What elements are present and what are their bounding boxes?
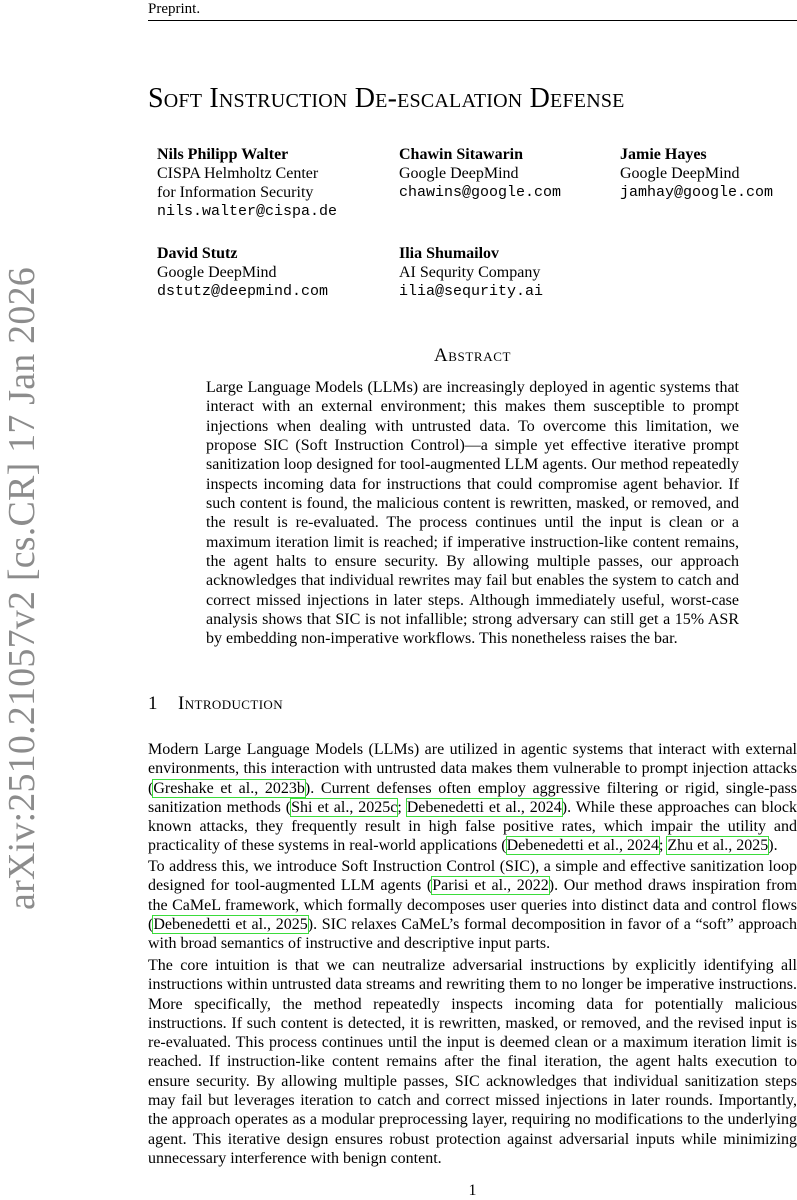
citation-link[interactable]: Shi et al., 2025c [291, 798, 398, 816]
intro-paragraph-2 [148, 857, 797, 953]
citation-link[interactable]: Debenedetti et al., 2024 [506, 837, 659, 855]
author-name: David Stutz [157, 245, 238, 262]
header-rule [148, 20, 797, 21]
author-block-walter [157, 145, 337, 221]
author-name: Ilia Shumailov [399, 245, 500, 262]
citation-link[interactable]: Zhu et al., 2025 [667, 837, 769, 855]
abstract-text: Large Language Models (LLMs) are increasingly deployed in agentic systems that interact with an external environment; this makes them susceptible to prompt injections when dealing with untrusted data. To overcome this limitation, we propose SIC (Soft Instruction Control)—a simple yet effective iterative prompt sanitization loop designed for tool-augmented LLM agents. Our method repeatedly inspects incoming data for instructions that could compromise agent behavior. If such content is found, the malicious content is rewritten, masked, or removed, and the result is re-evaluated. The process continues until the input is clean or a maximum iteration limit is reached; if imperative instruction-like content remains, the agent halts to ensure security. By allowing multiple passes, our approach acknowledges that individual rewrites may fail but enables the system to catch and correct missed injections in later steps. Although immediately useful, worst-case analysis shows that SIC is not infallible; strong adversary can still get a 15% ASR by embedding non-imperative workflows. This nonetheless raises the bar. [206, 379, 739, 648]
author-block-hayes [620, 145, 773, 202]
paragraph-text: To address this, we introduce Soft Instruction Control (SIC), a simple and effective sanitization loop designed for tool-augmented LLM agents ( [148, 858, 797, 895]
page-number: 1 [468, 1182, 477, 1199]
author-email[interactable]: ilia@sequrity.ai [399, 283, 544, 300]
author-affiliation: Google DeepMind [620, 165, 740, 182]
author-block-shumailov [399, 244, 543, 301]
paragraph-text: Modern Large Language Models (LLMs) are utilized in agentic systems that interact with external environments, this interaction with untrusted data makes them vulnerable to prompt injection attacks ( [148, 741, 797, 797]
arxiv-identifier[interactable]: arXiv:2510.21057v2 [cs.CR] 17 Jan 2026 [1, 267, 43, 910]
author-affiliation: CISPA Helmholtz Center [157, 165, 319, 182]
running-header: Preprint. [148, 1, 201, 17]
paper-title: Soft Instruction De-escalation Defense [148, 83, 625, 114]
author-affiliation: AI Sequrity Company [399, 264, 541, 281]
paragraph-text: ; [397, 798, 407, 816]
author-affiliation: Google DeepMind [157, 264, 277, 281]
author-email[interactable]: jamhay@google.com [620, 184, 774, 201]
citation-link[interactable]: Debenedetti et al., 2024 [406, 798, 562, 816]
citation-link[interactable]: Greshake et al., 2023b [153, 779, 305, 797]
paragraph-text: ). While these approaches can block known attacks, they frequently result in high false positive rates, which impair the utility and practicality of these systems in real-world applications ( [148, 798, 797, 855]
author-email[interactable]: dstutz@deepmind.com [157, 283, 329, 300]
author-affiliation: for Information Security [157, 184, 314, 201]
paragraph-text: ). SIC relaxes CaMeL’s formal decomposition in favor of a “soft” approach with broad semantics of instructive and descriptive input parts. [148, 915, 797, 953]
author-email[interactable]: chawins@google.com [399, 184, 562, 201]
intro-paragraph-3: The core intuition is that we can neutralize adversarial instructions by explicitly identifying all instructions within untrusted data streams and rewriting them to no longer be imperative instructions. More specifically, the method repeatedly inspects incoming data for potentially malicious instructions. If such content is detected, it is rewritten, masked, or removed, and the revised input is re-evaluated. This process continues until the input is deemed clean or a maximum iteration limit is reached. If instruction-like content remains after the final iteration, the agent halts execution to ensure security. By allowing multiple passes, SIC acknowledges that individual sanitization steps may fail but leverages iteration to catch and correct missed injections in later rounds. Importantly, the approach operates as a modular preprocessing layer, requiring no modifications to the underlying agent. This iterative design ensures robust protection against adversarial inputs while minimizing unnecessary interference with benign content. [148, 957, 797, 1167]
author-name: Jamie Hayes [620, 146, 707, 163]
abstract-heading: Abstract [433, 345, 512, 366]
section-number: 1 [148, 693, 158, 714]
paragraph-text: ; [658, 837, 668, 855]
author-affiliation: Google DeepMind [399, 165, 519, 182]
section-title: Introduction [178, 693, 284, 714]
author-name: Chawin Sitawarin [399, 146, 524, 163]
citation-link[interactable]: Debenedetti et al., 2025 [153, 915, 308, 933]
intro-paragraph-1 [148, 740, 797, 856]
paragraph-text: ). Our method draws inspiration from the CaMeL framework, which formally decomposes user queries into distinct data and control flows ( [148, 877, 797, 933]
paragraph-text: ). Current defenses often employ aggressive filtering or rigid, single-pass sanitization methods ( [148, 779, 797, 816]
author-email[interactable]: nils.walter@cispa.de [157, 203, 338, 220]
paragraph-text: ). [768, 837, 778, 855]
author-block-stutz [157, 244, 328, 301]
author-name: Nils Philipp Walter [157, 146, 289, 163]
citation-link[interactable]: Parisi et al., 2022 [432, 877, 549, 895]
author-block-sitawarin [399, 145, 561, 202]
section-heading [148, 693, 283, 715]
